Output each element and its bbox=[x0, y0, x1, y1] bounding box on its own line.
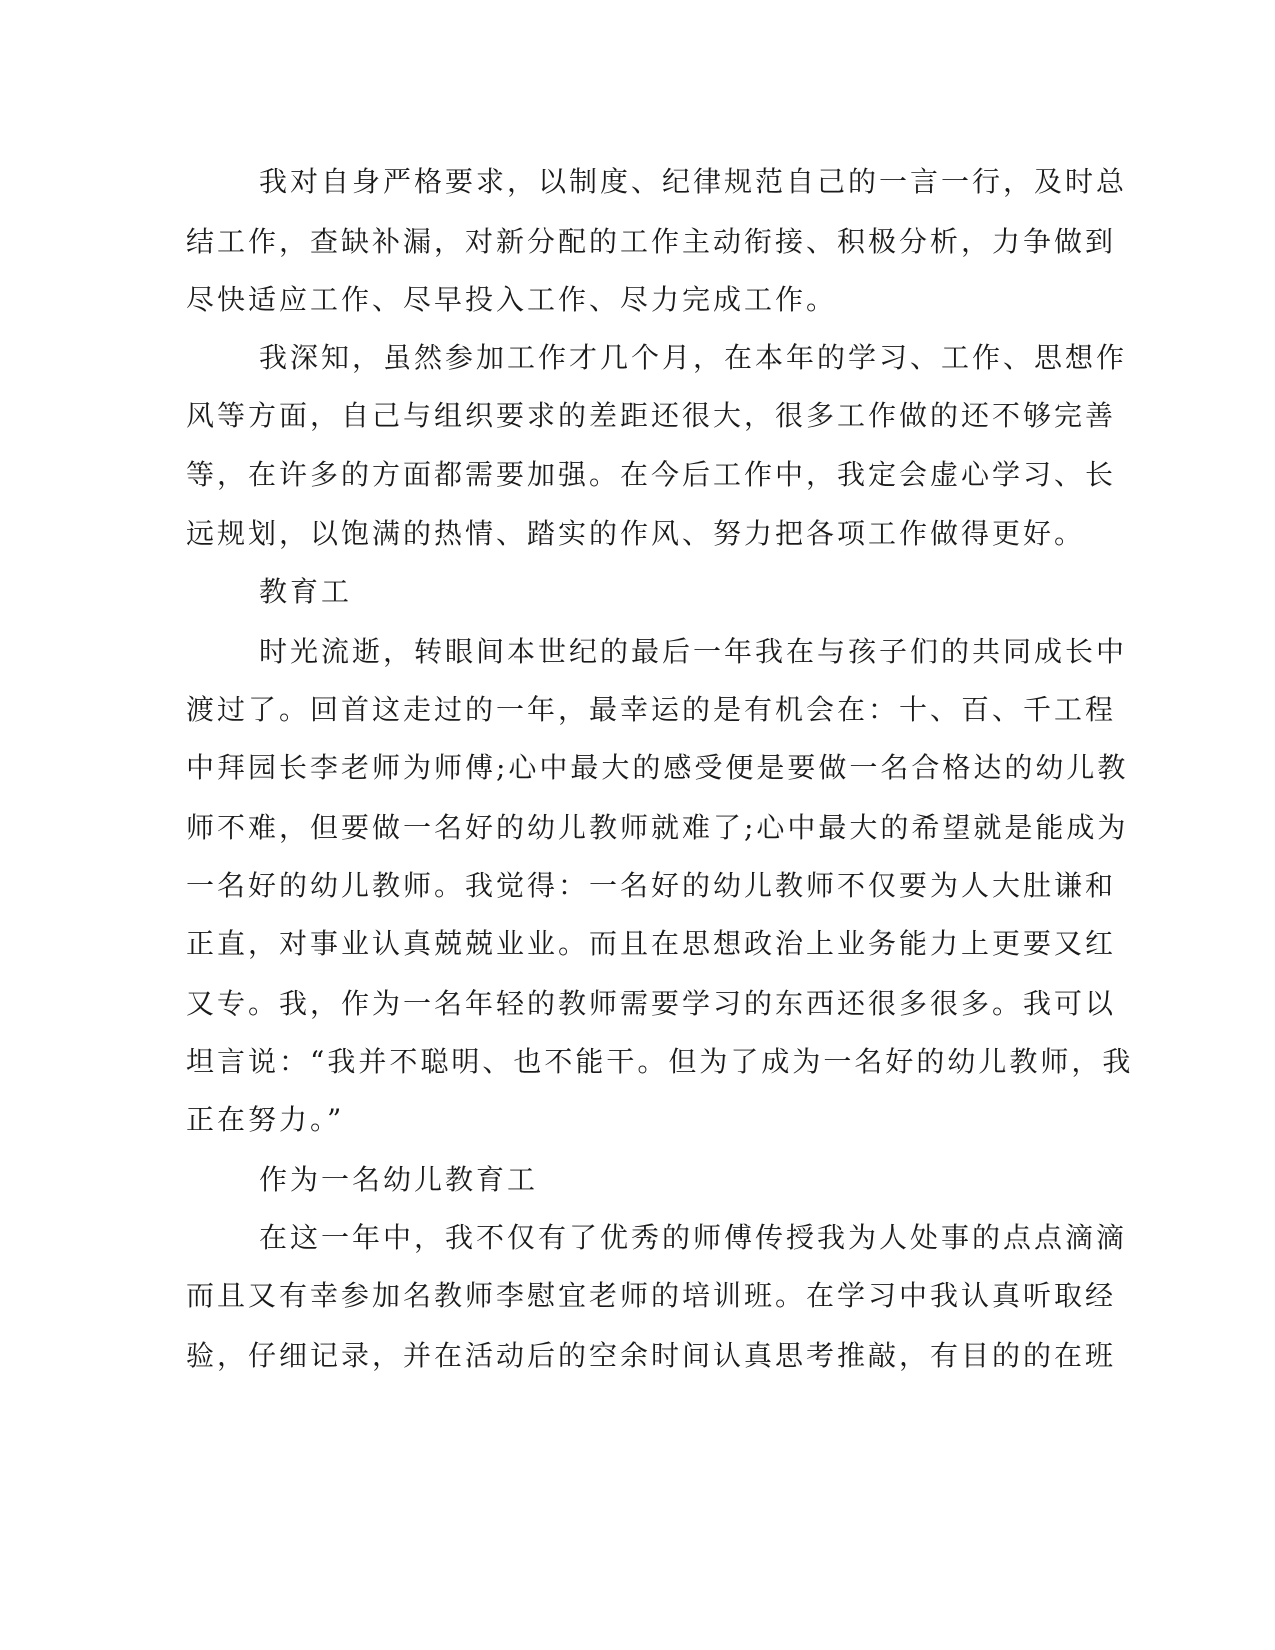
text-line: 风等方面，自己与组织要求的差距还很大，很多工作做的还不够完善 bbox=[186, 399, 1117, 432]
text-line: 又专。我，作为一名年轻的教师需要学习的东西还很多很多。我可以 bbox=[186, 987, 1117, 1020]
text-line: 中拜园长李老师为师傅;心中最大的感受便是要做一名合格达的幼儿教 bbox=[186, 751, 1129, 784]
text-line: 时光流逝，转眼间本世纪的最后一年我在与孩子们的共同成长中 bbox=[259, 635, 1128, 668]
text-line: 正直，对事业认真兢兢业业。而且在思想政治上业务能力上更要又红 bbox=[186, 927, 1117, 960]
text-line: 尽快适应工作、尽早投入工作、尽力完成工作。 bbox=[186, 283, 838, 316]
text-line: 等，在许多的方面都需要加强。在今后工作中，我定会虚心学习、长 bbox=[186, 458, 1117, 491]
section-heading: 教育工 bbox=[259, 575, 353, 608]
text-line: 坦言说：“我并不聪明、也不能干。但为了成为一名好的幼儿教师，我 bbox=[186, 1045, 1134, 1078]
text-line: 在这一年中，我不仅有了优秀的师傅传授我为人处事的点点滴滴 bbox=[259, 1221, 1128, 1254]
text-line: 我对自身严格要求，以制度、纪律规范自己的一言一行，及时总 bbox=[259, 165, 1128, 198]
text-line: 结工作，查缺补漏，对新分配的工作主动衔接、积极分析，力争做到 bbox=[186, 225, 1117, 258]
section-heading: 作为一名幼儿教育工 bbox=[259, 1163, 539, 1196]
text-line: 渡过了。回首这走过的一年，最幸运的是有机会在：十、百、千工程 bbox=[186, 693, 1117, 726]
text-line: 而且又有幸参加名教师李慰宜老师的培训班。在学习中我认真听取经 bbox=[186, 1279, 1117, 1312]
text-line: 一名好的幼儿教师。我觉得：一名好的幼儿教师不仅要为人大肚谦和 bbox=[186, 869, 1117, 902]
text-line: 师不难，但要做一名好的幼儿教师就难了;心中最大的希望就是能成为 bbox=[186, 811, 1129, 844]
text-line: 验，仔细记录，并在活动后的空余时间认真思考推敲，有目的的在班 bbox=[186, 1339, 1117, 1372]
text-line: 正在努力。” bbox=[186, 1103, 345, 1136]
text-line: 远规划，以饱满的热情、踏实的作风、努力把各项工作做得更好。 bbox=[186, 517, 1086, 550]
text-line: 我深知，虽然参加工作才几个月，在本年的学习、工作、思想作 bbox=[259, 341, 1128, 374]
